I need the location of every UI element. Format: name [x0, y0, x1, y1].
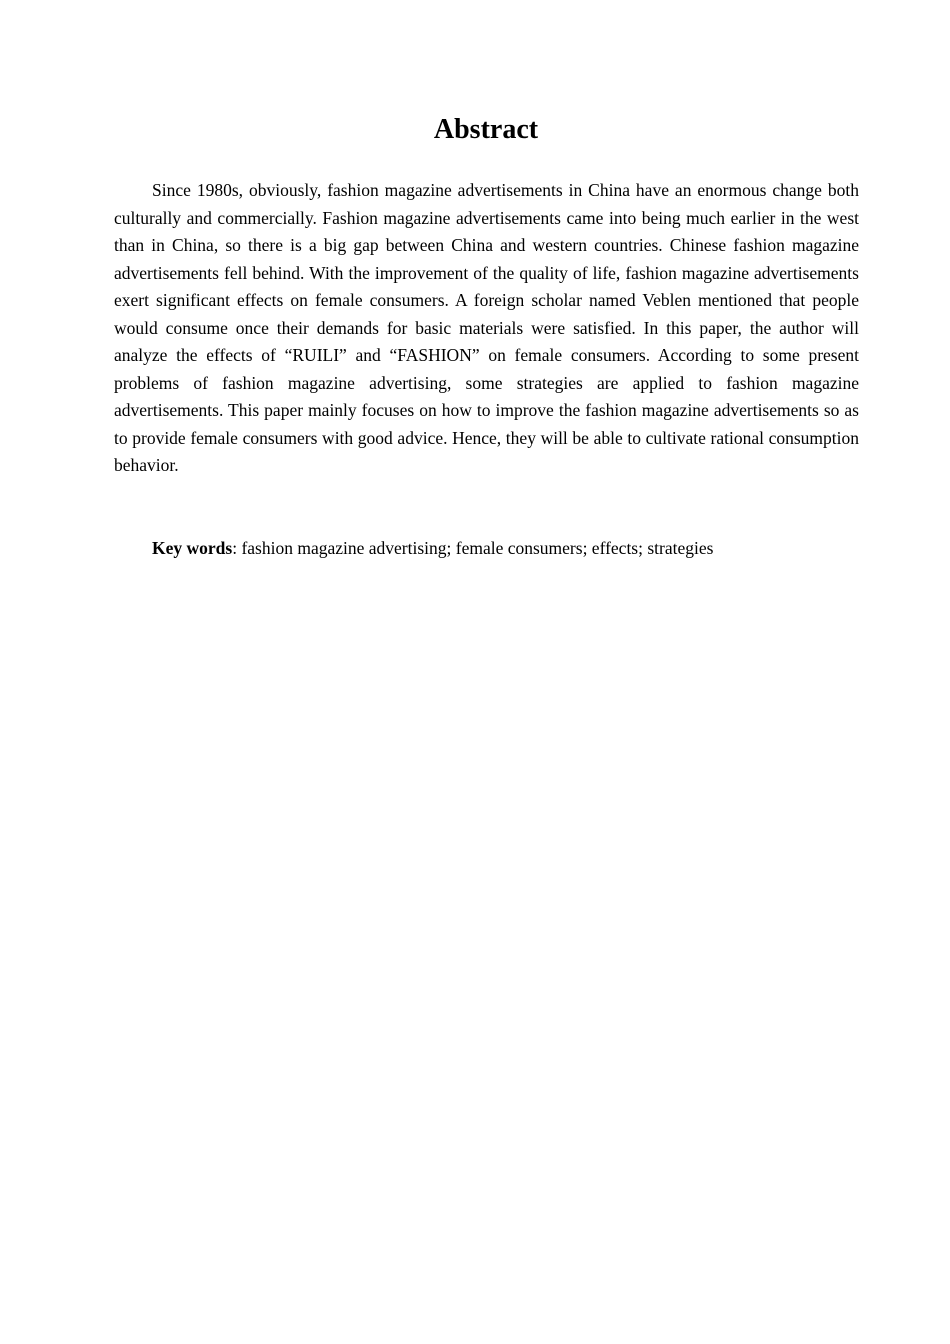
keywords-line: [114, 535, 859, 563]
abstract-title: Abstract: [433, 114, 539, 145]
keywords-text: : fashion magazine advertising; female consumers; effects; strategies: [232, 538, 714, 558]
abstract-body-paragraph: Since 1980s, obviously, fashion magazine advertisements in China have an enormous change both culturally and commercially. Fashion magazine advertisements came into being much earlier in the west than in China, so there is a big gap between China and western countries. Chinese fashion magazine advertisements fell behind. With the improvement of the quality of life, fashion magazine advertisements exert significant effects on female consumers. A foreign scholar named Veblen mentioned that people would consume once their demands for basic materials were satisfied. In this paper, the author will analyze the effects of “RUILI” and “FASHION” on female consumers. According to some present problems of fashion magazine advertising, some strategies are applied to fashion magazine advertisements. This paper mainly focuses on how to improve the fashion magazine advertisements so as to provide female consumers with good advice. Hence, they will be able to cultivate rational consumption behavior.: [114, 180, 859, 475]
keywords-label: Key words: [152, 538, 233, 558]
